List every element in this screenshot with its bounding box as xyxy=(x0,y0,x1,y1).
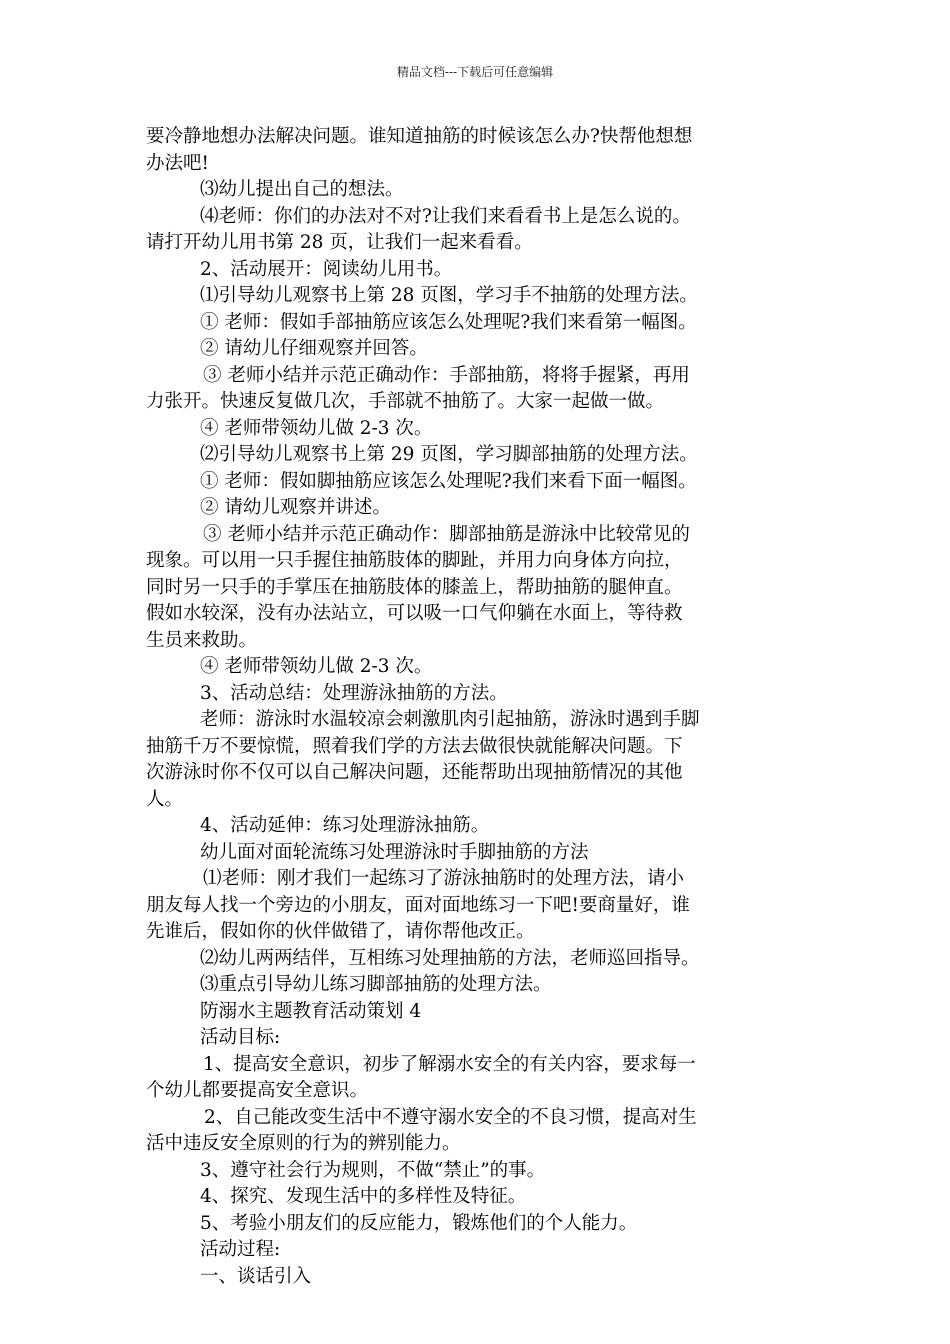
paragraph-line: 活动目标: xyxy=(200,1027,281,1048)
paragraph-line: ③ 老师小结并示范正确动作：脚部抽筋是游泳中比较常见的 xyxy=(203,523,690,545)
paragraph-line: ① 老师：假如脚抽筋应该怎么处理呢?我们来看下面一幅图。 xyxy=(200,470,697,492)
paragraph-line: 一、谈话引入 xyxy=(200,1265,312,1287)
paragraph-line: 现象。可以用一只手握住抽筋肢体的脚趾，并用力向身体方向拉， xyxy=(146,550,683,571)
paragraph-line: 办法吧! xyxy=(146,152,209,174)
paragraph-line: ③ 老师小结并示范正确动作：手部抽筋，将将手握紧，再用 xyxy=(203,364,690,386)
paragraph-line: ② 请幼儿观察并讲述。 xyxy=(200,497,391,518)
paragraph-line: 防溺水主题教育活动策划 4 xyxy=(200,1000,422,1022)
paragraph-line: 幼儿面对面轮流练习处理游泳时手脚抽筋的方法 xyxy=(200,841,589,863)
paragraph-line: 2、活动展开：阅读幼儿用书。 xyxy=(200,258,453,280)
paragraph-line: ⑵幼儿两两结伴，互相练习处理抽筋的方法，老师巡回指导。 xyxy=(200,947,700,969)
paragraph-line: 要冷静地想办法解决问题。谁知道抽筋的时候该怎么办?快帮他想想 xyxy=(146,126,693,147)
paragraph-line: 同时另一只手的手掌压在抽筋肢体的膝盖上，帮助抽筋的腿伸直。 xyxy=(146,576,683,598)
paragraph-line: 3、活动总结：处理游泳抽筋的方法。 xyxy=(200,682,508,704)
paragraph-line: ⑴老师：刚才我们一起练习了游泳抽筋时的处理方法，请小 xyxy=(203,868,685,889)
paragraph-line: 抽筋千万不要惊慌，照着我们学的方法去做很快就能解决问题。下 xyxy=(146,735,683,757)
paragraph-line: ⑵引导幼儿观察书上第 29 页图，学习脚部抽筋的处理方法。 xyxy=(200,444,698,465)
paragraph-line: ② 请幼儿仔细观察并回答。 xyxy=(200,338,428,359)
page-header: 精品文档---下载后可任意编辑 xyxy=(396,65,554,79)
paragraph-line: 生员来救助。 xyxy=(146,629,258,651)
paragraph-line: 次游泳时你不仅可以自己解决问题，还能帮助出现抽筋情况的其他 xyxy=(146,762,683,783)
paragraph-line: 个幼儿都要提高安全意识。 xyxy=(146,1080,369,1101)
paragraph-line: ⑶幼儿提出自己的想法。 xyxy=(200,179,404,200)
paragraph-line: 1、提高安全意识，初步了解溺水安全的有关内容，要求每一 xyxy=(203,1053,696,1075)
paragraph-line: 先谁后，假如你的伙伴做错了，请你帮他改正。 xyxy=(146,921,535,942)
paragraph-line: 假如水较深，没有办法站立，可以吸一口气仰躺在水面上，等待救 xyxy=(146,603,683,624)
paragraph-line: 4、探究、发现生活中的多样性及特征。 xyxy=(200,1186,527,1207)
paragraph-line: 力张开。快速反复做几次，手部就不抽筋了。大家一起做一做。 xyxy=(146,391,665,412)
paragraph-line: 活中违反安全原则的行为的辨别能力。 xyxy=(146,1133,461,1154)
paragraph-line: 活动过程: xyxy=(200,1239,281,1260)
paragraph-line: ⑶重点引导幼儿练习脚部抽筋的处理方法。 xyxy=(200,974,552,995)
paragraph-line: 2、自己能改变生活中不遵守溺水安全的不良习惯，提高对生 xyxy=(204,1106,697,1128)
document-body xyxy=(146,124,810,1290)
paragraph-line: 人。 xyxy=(146,788,184,810)
paragraph-line: 4、活动延伸：练习处理游泳抽筋。 xyxy=(200,815,490,836)
paragraph-line: ⑴引导幼儿观察书上第 28 页图，学习手不抽筋的处理方法。 xyxy=(200,285,698,306)
paragraph-line: 3、遵守社会行为规则，不做“禁止”的事。 xyxy=(200,1159,546,1181)
paragraph-line: 朋友每人找一个旁边的小朋友，面对面地练习一下吧!要商量好，谁 xyxy=(146,894,690,916)
paragraph-line: ⑷老师：你们的办法对不对?让我们来看看书上是怎么说的。 xyxy=(200,205,691,227)
paragraph-line: 请打开幼儿用书第 28 页，让我们一起来看看。 xyxy=(146,232,533,253)
paragraph-line: 老师：游泳时水温较凉会刺激肌肉引起抽筋，游泳时遇到手脚 xyxy=(200,709,700,730)
paragraph-line: ① 老师：假如手部抽筋应该怎么处理呢?我们来看第一幅图。 xyxy=(200,311,697,333)
paragraph-line: 5、考验小朋友们的反应能力，锻炼他们的个人能力。 xyxy=(200,1212,638,1234)
paragraph-line: ④ 老师带领幼儿做 2-3 次。 xyxy=(200,417,433,439)
paragraph-line: ④ 老师带领幼儿做 2-3 次。 xyxy=(200,656,433,677)
